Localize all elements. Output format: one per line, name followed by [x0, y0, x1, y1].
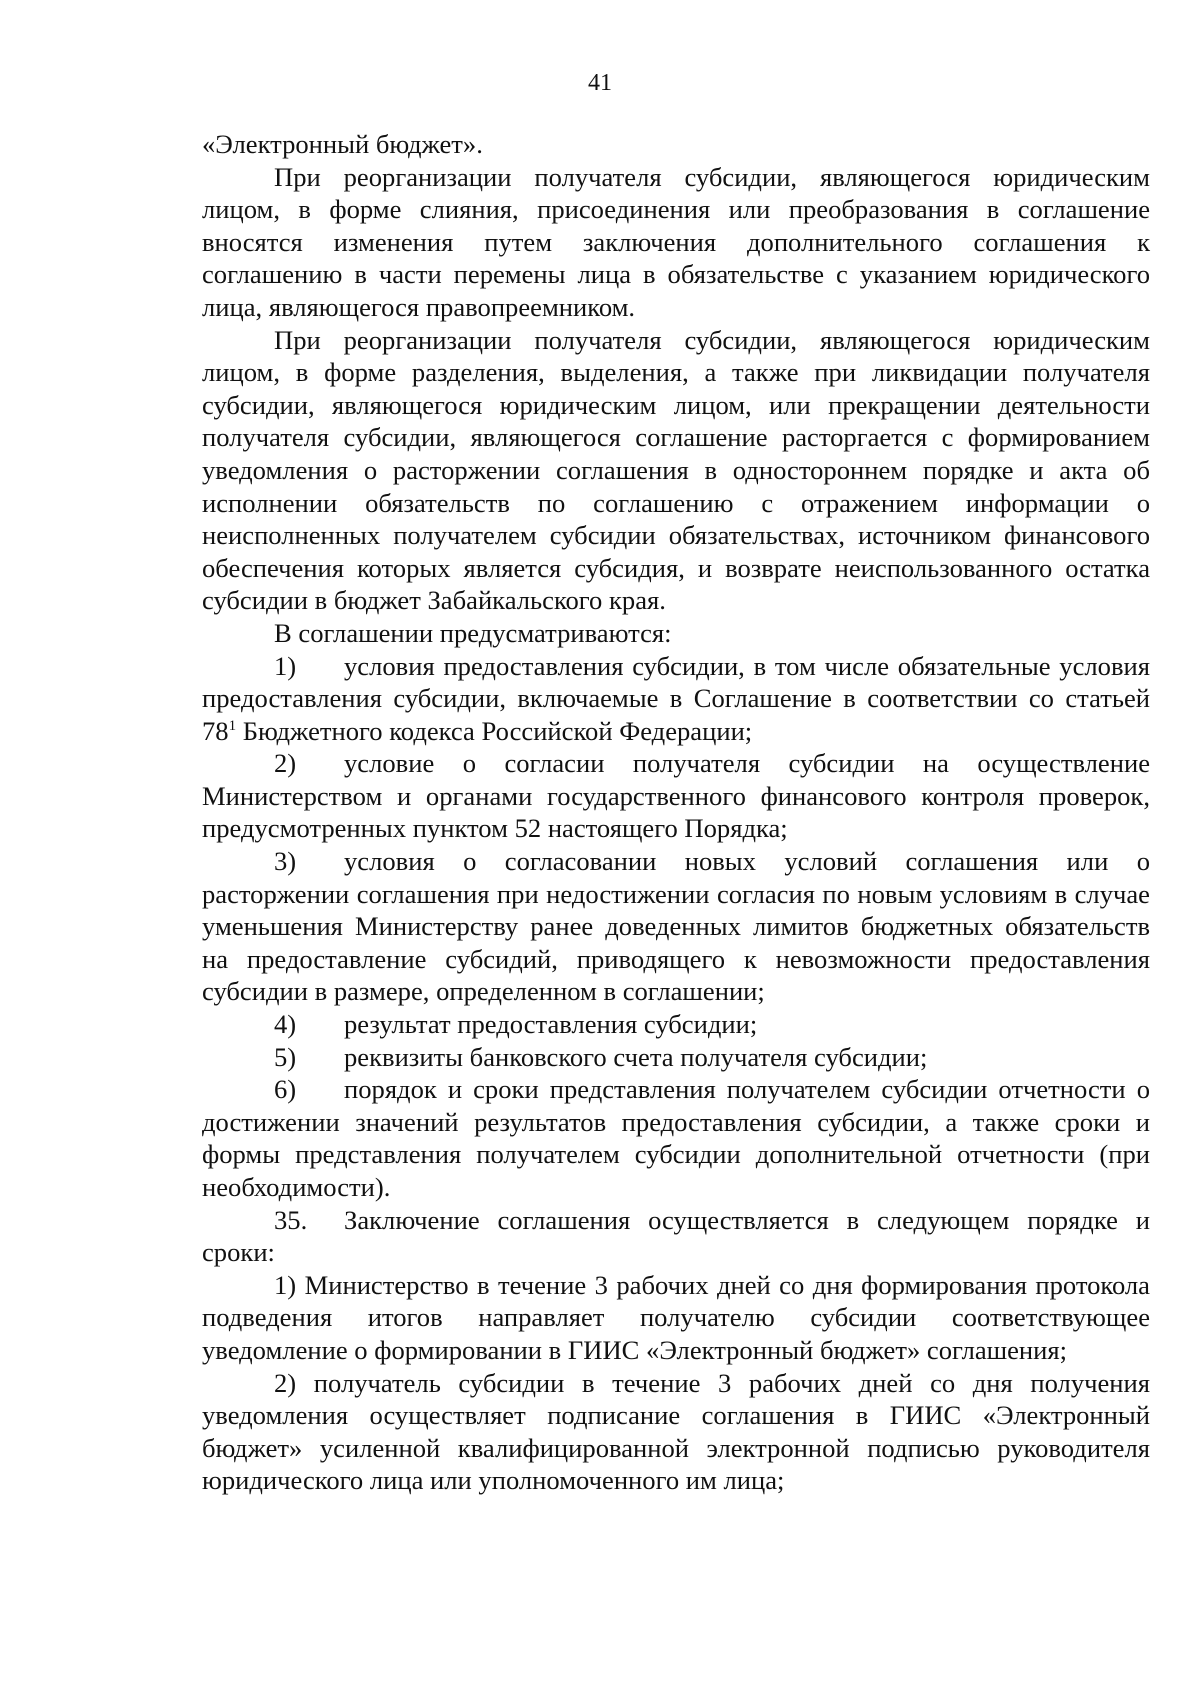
paragraph-agreement-provisions: В соглашении предусматриваются:: [274, 617, 672, 648]
list-item-5: [202, 1041, 1150, 1074]
list-number: 5): [274, 1041, 297, 1072]
clause-number: 35.: [274, 1204, 308, 1235]
paragraph-reorganization-division: При реорганизации получателя субсидии, являющегося юридическим лицом, в форме разделения, выделения, а также при ликвидации получателя субсидии, являющегося юридическим лицом, или прекращении деятельности получателя субсидии, являющегося соглашение расторгается с формированием уведомления о расторжении соглашения в одностороннем порядке и акта об исполнении обязательств по соглашению с отражением информации о неисполненных получателем субсидии обязательствах, источником финансового обеспечения которых является субсидия, и возврате неиспользованного остатка субсидии в бюджет Забайкальского края.: [202, 324, 1150, 616]
clause-35-step-1: 1) Министерство в течение 3 рабочих дней со дня формирования протокола подведения итогов направляет получателю субсидии соответствующее уведомление о формировании в ГИИС «Электронный бюджет» соглашения;: [202, 1269, 1150, 1365]
list-number: 6): [274, 1074, 297, 1105]
clause-35-step-2: 2) получатель субсидии в течение 3 рабочих дней со дня получения уведомления осуществляет подписание соглашения в ГИИС «Электронный бюджет» усиленной квалифицированной электронной подписью руководителя юридического лица или уполномоченного им лица;: [202, 1367, 1150, 1496]
list-number: 1): [274, 650, 297, 681]
list-item-1: [202, 650, 1150, 748]
page-number: 41: [588, 70, 612, 96]
list-item-6: [202, 1073, 1150, 1203]
list-text: порядок и сроки представления получателем субсидии отчетности о достижении значений результатов предоставления субсидии, а также сроки и формы представления получателем субсидии дополнительной отчетности (при необходимости).: [202, 1074, 1150, 1202]
clause-35: [202, 1204, 1150, 1269]
list-item-4: [202, 1008, 1150, 1041]
list-text: условия о согласовании новых условий соглашения или о расторжении соглашения при недостижении согласия по новым условиям в случае уменьшения Министерству ранее доведенных лимитов бюджетных обязательств на предоставление субсидий, приводящего к невозможности предоставления субсидии в размере, определенном в соглашении;: [202, 846, 1150, 1007]
list-number: 4): [274, 1009, 297, 1040]
list-text: результат предоставления субсидии;: [344, 1009, 758, 1040]
clause-text: Заключение соглашения осуществляется в следующем порядке и сроки:: [202, 1204, 1150, 1268]
list-text-after: Бюджетного кодекса Российской Федерации;: [236, 715, 753, 746]
document-body: [202, 128, 1150, 1497]
list-item-3: [202, 845, 1150, 1008]
list-text: условие о согласии получателя субсидии на осуществление Министерством и органами государственного финансового контроля проверок, предусмотренных пунктом 52 настоящего Порядка;: [202, 748, 1150, 844]
list-text: реквизиты банковского счета получателя субсидии;: [344, 1041, 928, 1072]
superscript: 1: [228, 717, 237, 734]
list-number: 2): [274, 748, 297, 779]
list-text: условия предоставления субсидии, в том числе обязательные условия предоставления субсидии, включаемые в Соглашение в соответствии со статьей 78: [202, 650, 1150, 746]
list-number: 3): [274, 846, 297, 877]
paragraph-continuation: «Электронный бюджет».: [202, 129, 483, 159]
paragraph-reorganization-merger: При реорганизации получателя субсидии, являющегося юридическим лицом, в форме слияния, присоединения или преобразования в соглашение вносятся изменения путем заключения дополнительного соглашения к соглашению в части перемены лица в обязательстве с указанием юридического лица, являющегося правопреемником.: [202, 161, 1150, 322]
list-item-2: [202, 747, 1150, 845]
